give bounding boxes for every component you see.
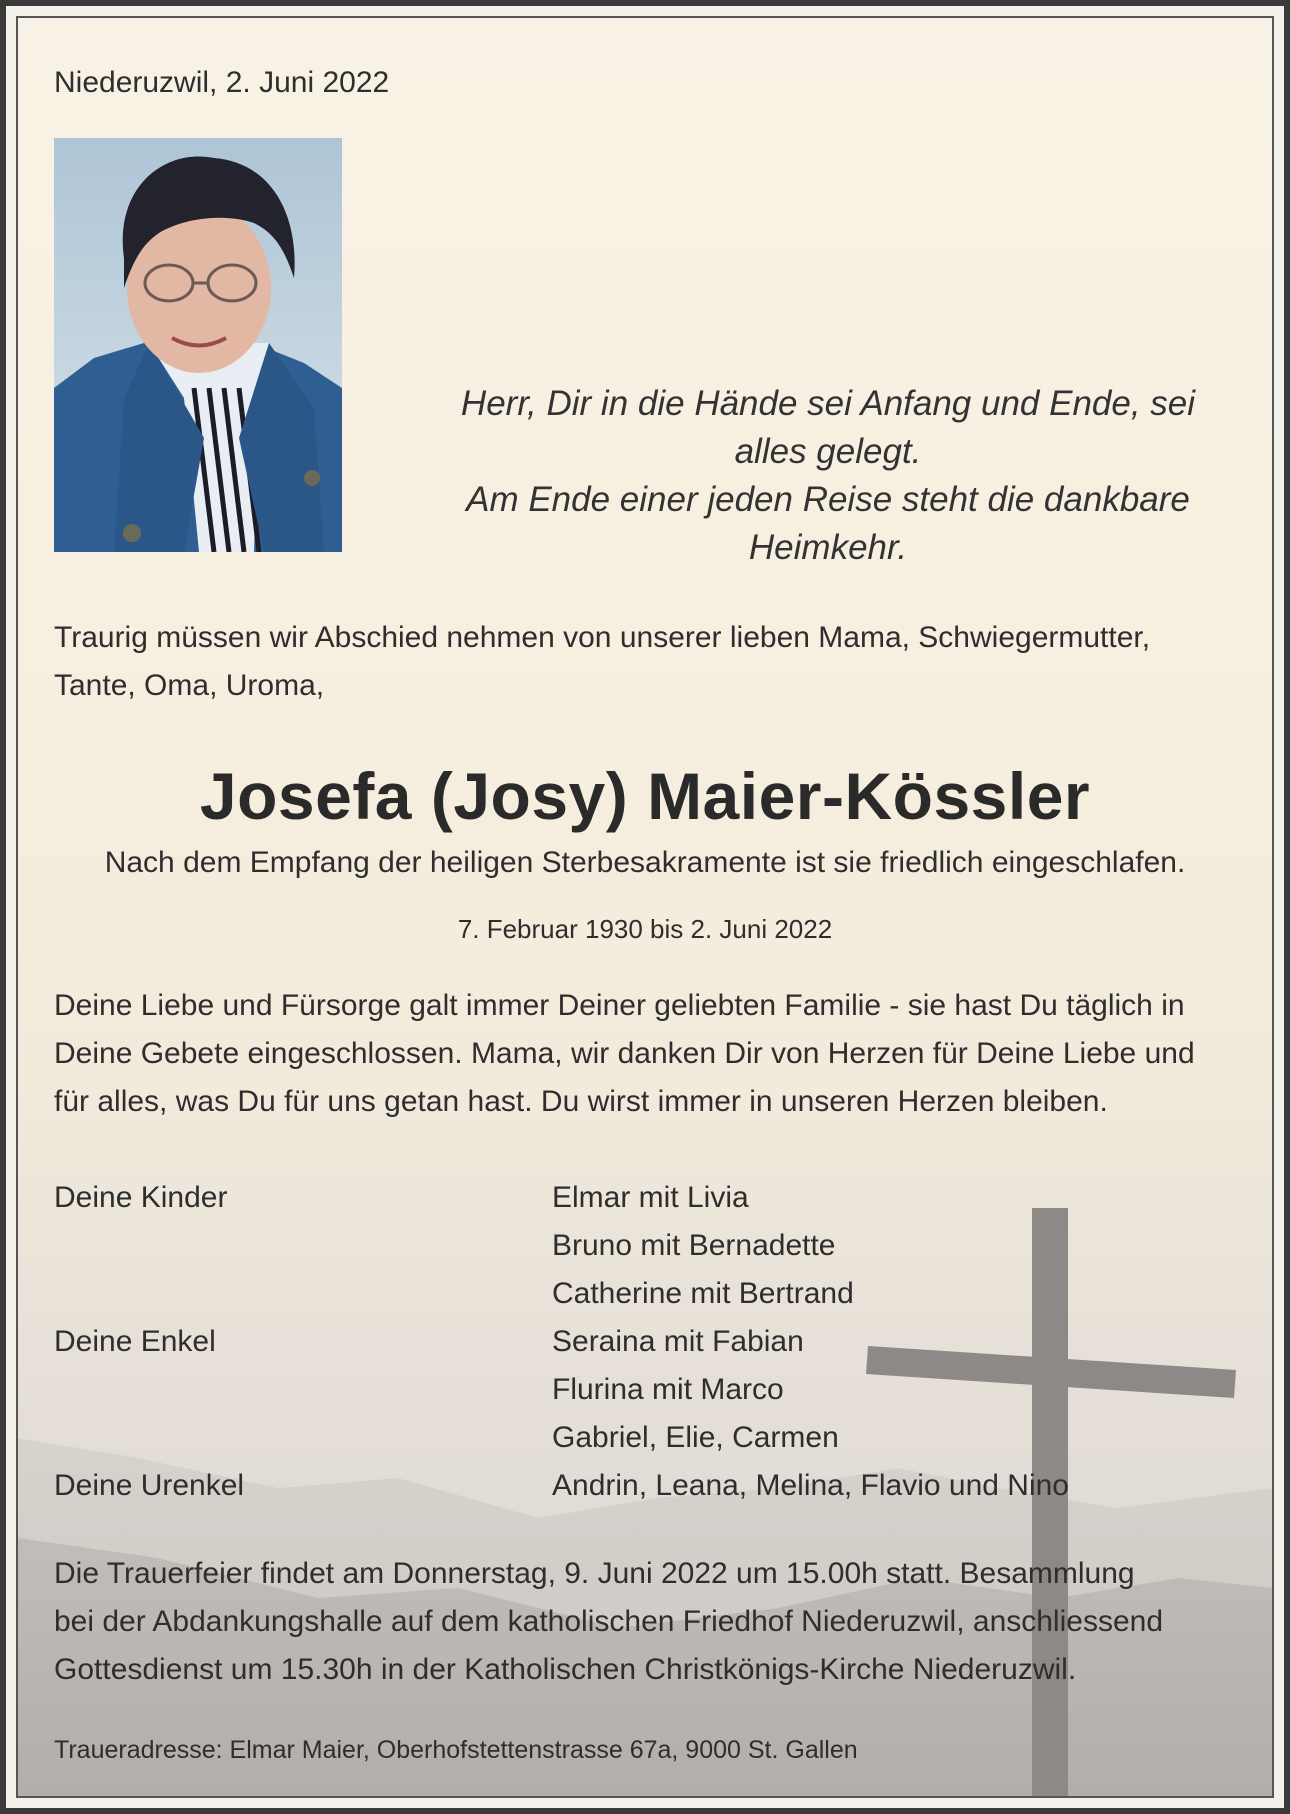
family-label (54, 1270, 552, 1318)
family-label (54, 1222, 552, 1270)
family-row (54, 1270, 1244, 1318)
ceremony-line: Gottesdienst um 15.30h in der Katholischen Christkönigs-Kirche Niederuzwil. (54, 1653, 1077, 1686)
page-frame (6, 6, 1284, 1808)
tribute-line: Deine Gebete eingeschlossen. Mama, wir danken Dir von Herzen für Deine Liebe und (54, 1037, 1195, 1070)
family-row (54, 1462, 1244, 1510)
ceremony-line: Die Trauerfeier findet am Donnerstag, 9. Juni 2022 um 15.00h statt. Besammlung (54, 1557, 1135, 1590)
family-label (54, 1366, 552, 1414)
intro-line: Tante, Oma, Uroma, (54, 669, 325, 702)
family-row (54, 1174, 1244, 1222)
family-label: Deine Urenkel (54, 1469, 245, 1502)
family-members: Andrin, Leana, Melina, Flavio und Nino (552, 1469, 1069, 1502)
portrait-photo (54, 138, 342, 552)
family-row (54, 1366, 1244, 1414)
life-dates: 7. Februar 1930 bis 2. Juni 2022 (457, 914, 833, 944)
mourning-address: Traueradresse: Elmar Maier, Oberhofstettenstrasse 67a, 9000 St. Gallen (54, 1736, 858, 1764)
deceased-name: Josefa (Josy) Maier-Kössler (199, 759, 1091, 833)
intro-text (54, 614, 1234, 710)
portrait-image (54, 138, 342, 552)
family-list (54, 1174, 1244, 1510)
ceremony-text (54, 1550, 1244, 1694)
quote-line: alles gelegt. (734, 432, 922, 471)
intro-line: Traurig müssen wir Abschied nehmen von unserer lieben Mama, Schwiegermutter, (54, 621, 1151, 654)
family-members: Catherine mit Bertrand (552, 1277, 854, 1310)
family-row (54, 1414, 1244, 1462)
tribute-line: für alles, was Du für uns getan hast. Du wirst immer in unseren Herzen bleiben. (54, 1085, 1108, 1118)
family-row (54, 1318, 1244, 1366)
family-label: Deine Enkel (54, 1325, 216, 1358)
place-date: Niederuzwil, 2. Juni 2022 (54, 66, 390, 99)
tribute-text (54, 982, 1244, 1126)
family-members: Flurina mit Marco (552, 1373, 784, 1406)
quote-line: Am Ende einer jeden Reise steht die dankbare (466, 480, 1190, 519)
sacraments-note: Nach dem Empfang der heiligen Sterbesakramente ist sie friedlich eingeschlafen. (104, 846, 1186, 879)
family-members: Bruno mit Bernadette (552, 1229, 836, 1262)
quote-line: Herr, Dir in die Hände sei Anfang und Ende, sei (460, 384, 1196, 423)
family-label (54, 1414, 552, 1462)
ceremony-line: bei der Abdankungshalle auf dem katholischen Friedhof Niederuzwil, anschliessend (54, 1605, 1164, 1638)
family-row (54, 1222, 1244, 1270)
family-members: Seraina mit Fabian (552, 1325, 804, 1358)
obituary-card (16, 16, 1274, 1798)
family-members: Gabriel, Elie, Carmen (552, 1421, 839, 1454)
quote-line: Heimkehr. (748, 528, 908, 567)
family-label: Deine Kinder (54, 1181, 228, 1214)
quote-block (413, 380, 1243, 572)
tribute-line: Deine Liebe und Fürsorge galt immer Deiner geliebten Familie - sie hast Du täglich in (54, 989, 1185, 1022)
family-members: Elmar mit Livia (552, 1181, 749, 1214)
